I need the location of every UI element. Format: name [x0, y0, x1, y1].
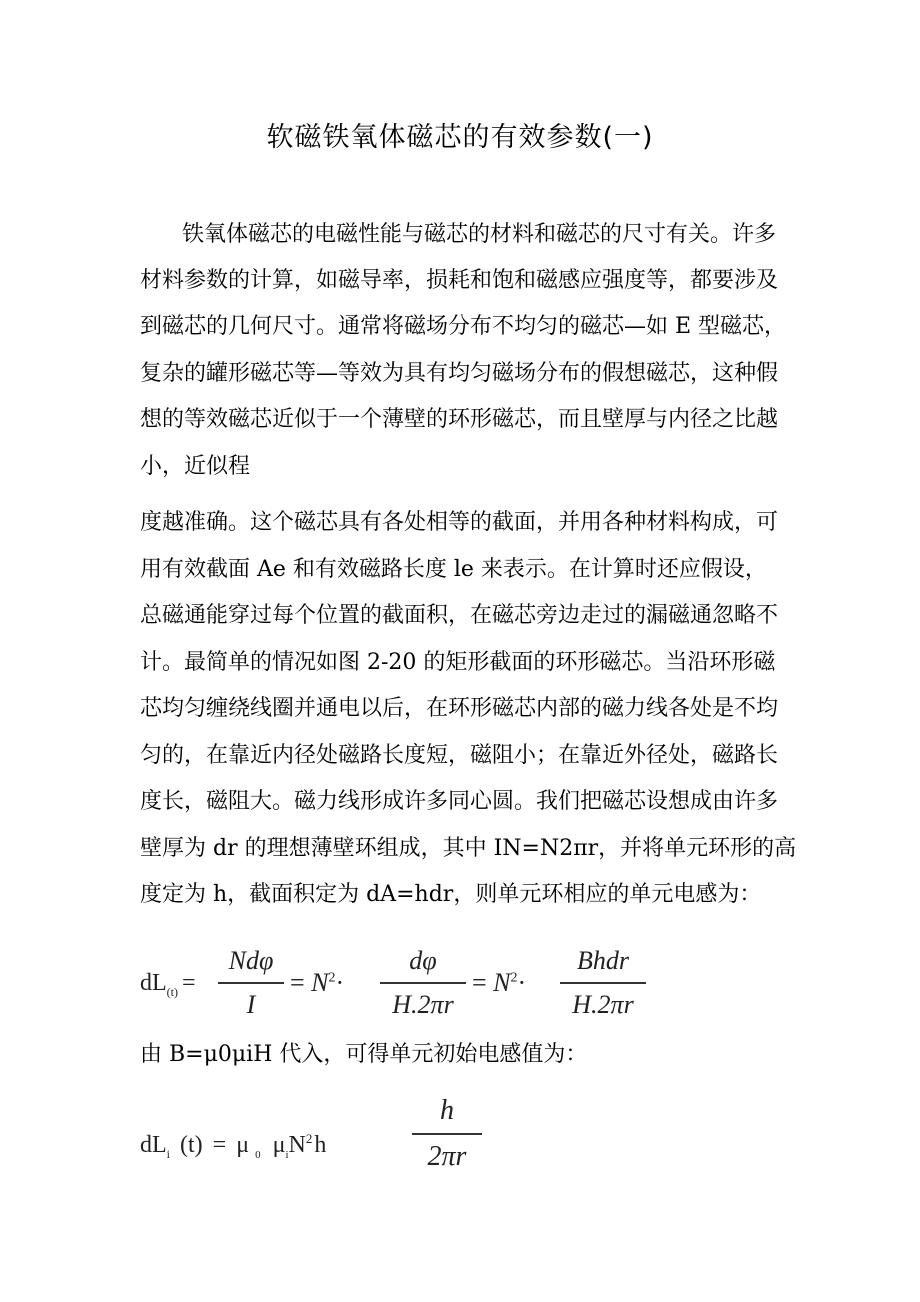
fraction-bar [412, 1133, 482, 1135]
fraction-denominator: 2πr [427, 1141, 467, 1172]
inductance-formula [140, 940, 660, 1030]
paragraph-line: 想的等效磁芯近似于一个薄壁的环形磁芯，而且壁厚与内径之比越 [140, 407, 779, 432]
paragraph-line: 壁厚为 dr 的理想薄壁环组成，其中 IN=N2πr，并将单元环形的高 [140, 836, 797, 861]
formula-n: N [311, 968, 329, 997]
formula-dot: · [517, 968, 527, 997]
fraction [412, 1095, 482, 1173]
document-title: 软磁铁氧体磁芯的有效参数(一) [266, 122, 654, 153]
formula-n: N [493, 968, 511, 997]
fraction-bar [560, 982, 646, 984]
paragraph-line: 到磁芯的几何尺寸。通常将磁场分布不均匀的磁芯—如 E 型磁芯， [140, 314, 787, 339]
fraction [218, 946, 284, 1020]
fraction-denominator: H.2πr [392, 990, 454, 1019]
paragraph-line: 度越准确。这个磁芯具有各处相等的截面，并用各种材料构成，可 [140, 510, 779, 535]
paragraph-line: 铁氧体磁芯的电磁性能与磁芯的材料和磁芯的尺寸有关。许多 [182, 222, 777, 247]
fraction-denominator: H.2πr [572, 990, 634, 1019]
fraction-bar [380, 982, 466, 984]
formula-subscript: 0 [255, 1148, 261, 1161]
formula-equals: = [212, 1132, 227, 1158]
fraction-denominator: I [246, 990, 256, 1019]
paragraph-line: 由 B=μ0μiH 代入，可得单元初始电感值为： [140, 1042, 588, 1067]
formula-superscript: 2 [305, 1131, 313, 1146]
fraction [560, 946, 646, 1020]
formula-mu: μ [236, 1132, 250, 1158]
fraction-bar [218, 982, 284, 984]
paragraph-line: 匀的，在靠近内径处磁路长度短，磁阻小；在靠近外径处，磁路长 [140, 743, 779, 768]
paragraph-line: 度定为 h，截面积定为 dA=hdr，则单元环相应的单元电感为： [140, 882, 762, 907]
formula-subscript: i [166, 1146, 171, 1161]
formula-equals: = [472, 968, 487, 997]
formula-superscript: 2 [510, 970, 518, 986]
formula-subscript: (t) [166, 984, 178, 999]
formula-lhs: dL [140, 1132, 167, 1158]
formula-argument: (t) [180, 1132, 203, 1158]
paragraph-line: 计。最简单的情况如图 2-20 的矩形截面的环形磁芯。当沿环形磁 [140, 650, 776, 675]
paragraph-line: 材料参数的计算，如磁导率，损耗和饱和磁感应强度等，都要涉及 [140, 268, 779, 293]
formula-dot: · [335, 968, 345, 997]
formula-h: h [314, 1132, 327, 1158]
paragraph-line: 度长，磁阻大。磁力线形成许多同心圆。我们把磁芯设想成由许多 [140, 789, 779, 814]
formula-subscript: i [285, 1148, 289, 1161]
fraction-numerator: h [440, 1095, 454, 1126]
paragraph-line: 复杂的罐形磁芯等—等效为具有均匀磁场分布的假想磁芯，这种假 [140, 361, 779, 386]
fraction-numerator: Bhdr [577, 946, 629, 975]
fraction [380, 946, 466, 1020]
formula-mu: μ [272, 1132, 286, 1158]
formula-equals: = [182, 970, 196, 996]
paragraph-line: 小，近似程 [140, 454, 251, 479]
initial-inductance-formula [140, 1095, 500, 1190]
fraction-numerator: Ndφ [228, 946, 274, 975]
formula-n: N [288, 1132, 306, 1158]
paragraph-line: 总磁通能穿过每个位置的截面积，在磁芯旁边走过的漏磁通忽略不 [140, 603, 779, 628]
paragraph-line: 用有效截面 Ae 和有效磁路长度 le 来表示。在计算时还应假设， [140, 557, 767, 582]
fraction-numerator: dφ [409, 946, 437, 975]
formula-equals: = [290, 968, 305, 997]
paragraph-line: 芯均匀缠绕线圈并通电以后，在环形磁芯内部的磁力线各处是不均 [140, 696, 779, 721]
formula-superscript: 2 [328, 970, 336, 986]
formula-lhs: dL [140, 970, 167, 996]
